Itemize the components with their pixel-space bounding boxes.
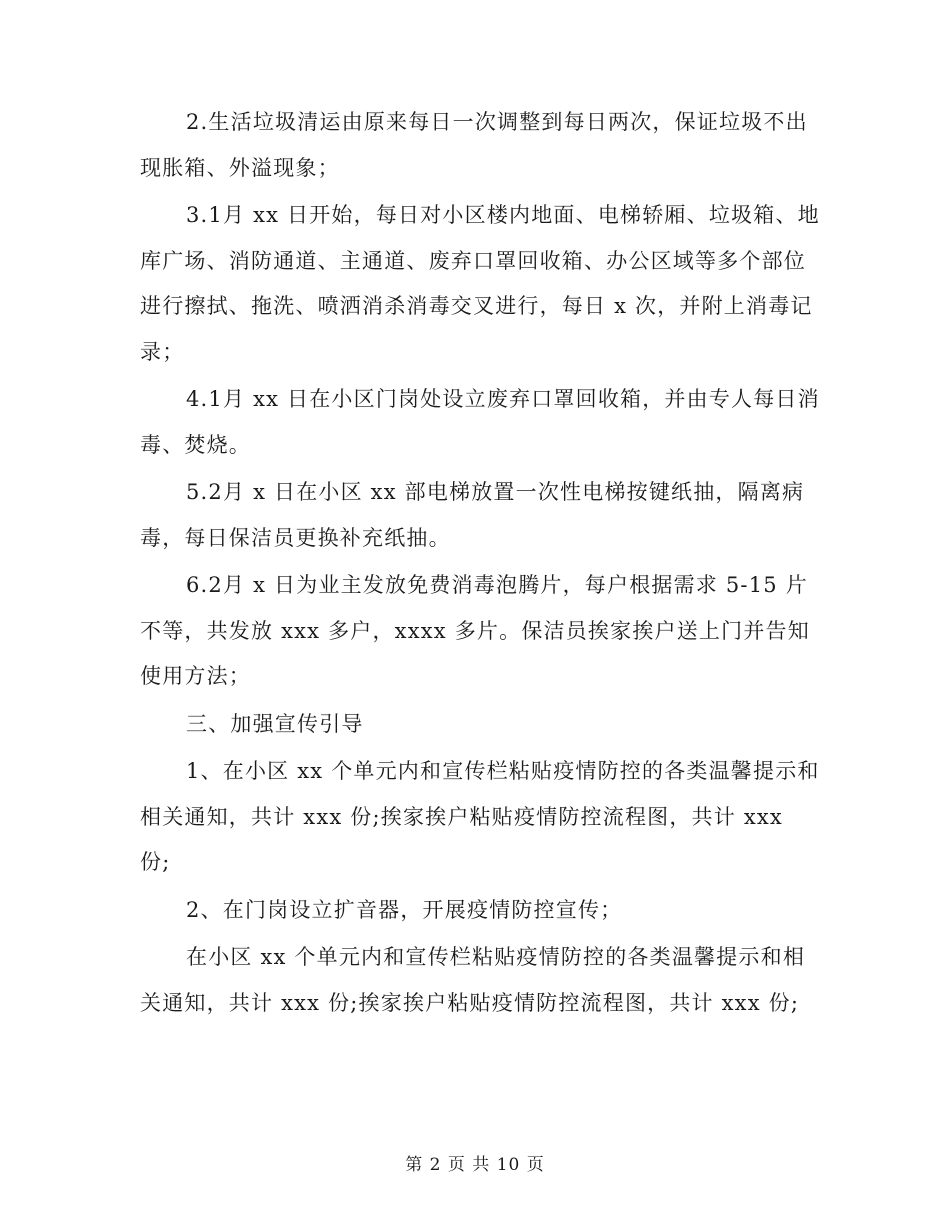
- section-heading-3: 三、加强宣传引导: [186, 711, 364, 736]
- paragraph-publicity-1: 1、在小区 xx 个单元内和宣传栏粘贴疫情防控的各类温馨提示和相关通知，共计 xxx 份;挨家挨户粘贴疫情防控流程图，共计 xxx 份;: [140, 759, 820, 874]
- paragraph-publicity-2: 2、在门岗设立扩音器，开展疫情防控宣传；: [186, 897, 623, 922]
- paragraph-item-3: 3.1月 xx 日开始，每日对小区楼内地面、电梯轿厢、垃圾箱、地库广场、消防通道、主通道、废弃口罩回收箱、办公区域等多个部位进行擦拭、拖洗、喷洒消杀消毒交叉进行，每日 x 次，并附上消毒记录；: [140, 203, 820, 364]
- paragraph-item-2: 2.生活垃圾清运由原来每日一次调整到每日两次，保证垃圾不出现胀箱、外溢现象；: [140, 110, 808, 180]
- document-body: [140, 100, 820, 1028]
- paragraph-publicity-repeat: 在小区 xx 个单元内和宣传栏粘贴疫情防控的各类温馨提示和相关通知，共计 xxx 份;挨家挨户粘贴疫情防控流程图，共计 xxx 份;: [140, 945, 806, 1015]
- page-footer: 第 2 页 共 10 页: [405, 1155, 545, 1175]
- paragraph-item-5: 5.2月 x 日在小区 xx 部电梯放置一次性电梯按键纸抽，隔离病毒，每日保洁员更换补充纸抽。: [140, 480, 805, 550]
- paragraph-item-4: 4.1月 xx 日在小区门岗处设立废弃口罩回收箱，并由专人每日消毒、焚烧。: [140, 387, 820, 457]
- paragraph-item-6: 6.2月 x 日为业主发放免费消毒泡腾片，每户根据需求 5-15 片不等，共发放 xxx 多户，xxxx 多片。保洁员挨家挨户送上门并告知使用方法；: [140, 573, 810, 688]
